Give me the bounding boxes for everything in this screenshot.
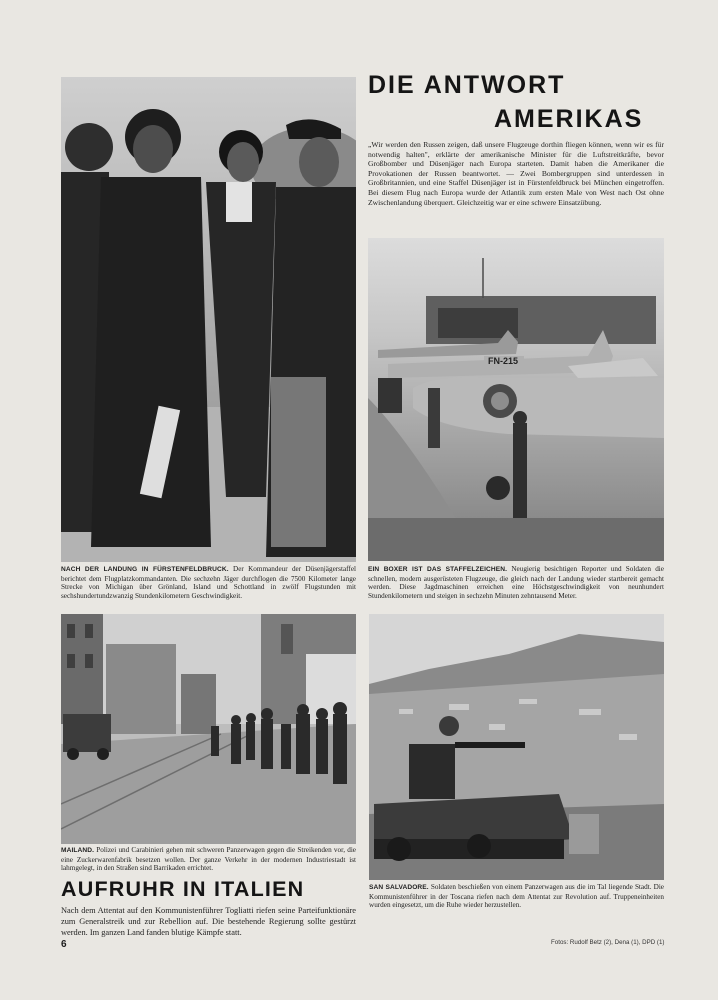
caption-mailand-text: Polizei und Carabinieri gehen mit schweren Panzerwagen gegen die Streikenden vor, die eine Zuckerwarenfabrik besetzen wollen. Der ganze Verkehr in der modernen Industriestadt ist lahmgelegt, in den Straßen sind Barrikaden errichtet. [61, 846, 357, 873]
photo-credits: Fotos: Rudolf Betz (2), Dena (1), DPD (1) [551, 939, 665, 946]
plane-marking: FN-215 [488, 356, 519, 366]
caption-salvadore [369, 883, 664, 910]
italy-paragraph: Nach dem Attentat auf den Kommunistenführer Togliatti riefen seine Parteifunktionäre zum Generalstreik und zur Rebellion auf. Die bestehende Regierung sollte gestürzt werden. Im ganzen Land fanden blutige Kämpfe statt. [61, 906, 356, 937]
caption-mailand-lead: MAILAND. [61, 847, 95, 854]
headline-line-1: DIE ANTWORT [368, 71, 566, 99]
caption-boxer-lead: EIN BOXER IST DAS STAFFELZEICHEN. [368, 566, 508, 573]
photo-landing [61, 77, 356, 562]
caption-boxer [368, 565, 664, 600]
photo-jets [368, 238, 664, 561]
caption-landing-lead: NACH DER LANDUNG IN FÜRSTENFELDBRUCK. [61, 566, 229, 573]
page-number: 6 [61, 939, 67, 950]
caption-mailand [61, 846, 356, 873]
intro-paragraph: „Wir werden den Russen zeigen, daß unsere Flugzeuge dorthin fliegen können, wenn wir es für notwendig halten", erklärte der amerikanische Minister für die Luftstreitkräfte, bevor Großbomber und Düsenjäger nach Europa starteten. Damit haben die Amerikaner die Provokationen der Russen beantwortet. — Zwei Bombergruppen sind unterdessen in Großbritannien, und eine Staffel Düsenjäger ist in Fürstenfeldbruck bei München eingetroffen. Bei diesem Flug nach Europa wurde der Atlantik zum ersten Male von West nach Ost ohne Zwischenlandung überquert. Gleichzeitig war er eine schwere Einsatzübung. [368, 140, 664, 207]
headline-italien: AUFRUHR IN ITALIEN [61, 877, 305, 901]
headline-line-2: AMERIKAS [494, 105, 644, 133]
caption-landing-text: Der Kommandeur der Düsenjägerstaffel berichtet dem Flugplatzkommandanten. Die sechzehn Jäger durchflogen die 7500 Kilometer lange Strecke von Michigan über Grönland, Island und Schottland in zwölf Flugstunden mit sechshundertundzwanzig Stundenkilometern Geschwindigkeit. [61, 565, 357, 600]
caption-boxer-text: Neugierig besichtigen Reporter und Soldaten die schnellen, modern ausgerüsteten Flugzeuge, die gleich nach der Landung wieder startbereit gemacht werden. Diese Jagdmaschinen erreichen eine Höchstgeschwindigkeit von neunhundert Stundenkilometern und steigen in sechzehn Minuten zehntausend Meter. [368, 565, 664, 600]
caption-landing [61, 565, 356, 600]
caption-salvadore-lead: SAN SALVADORE. [369, 884, 429, 891]
photo-mailand [61, 614, 356, 844]
photo-san-salvadore [369, 614, 664, 880]
caption-salvadore-text: Soldaten beschießen von einem Panzerwagen aus die im Tal liegende Stadt. Die Kommunistenführer in der Toscana riefen nach dem Attentat zur Revolution auf. Truppeneinheiten wurden eingesetzt, um die Ruhe wieder herzustellen. [369, 883, 665, 910]
